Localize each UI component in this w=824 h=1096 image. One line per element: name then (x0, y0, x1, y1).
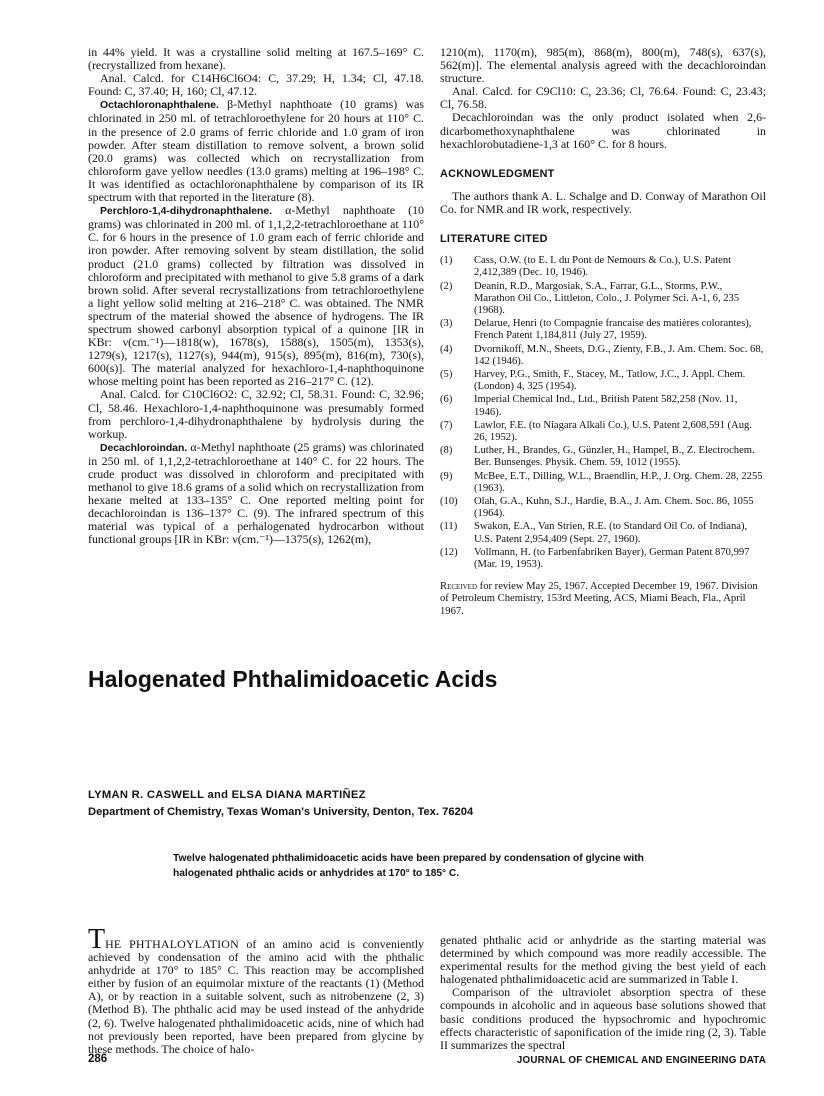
article-paragraph-2: Comparison of the ultraviolet absorption spectra of these compounds in alcoholic and in aqueous base solutions showed that basic conditions produced the hypsochromic and hypochromic effects characteristic of saponification of the imide ring (2, 3). Table II summarizes the spectral (440, 985, 766, 1052)
reference-item (440, 344, 766, 368)
reference-text: Lawlor, F.E. (to Niagara Alkali Co.), U.S. Patent 2,608,591 (Aug. 26, 1952). (474, 419, 752, 443)
acknowledgment-heading: ACKNOWLEDGMENT (440, 167, 555, 180)
reference-number: (9) (440, 470, 453, 482)
reference-number: (3) (440, 318, 453, 330)
reference-number: (11) (440, 521, 458, 533)
right-column (440, 46, 766, 618)
literature-cited-heading: LITERATURE CITED (440, 233, 548, 246)
reference-number: (10) (440, 495, 458, 507)
received-label: Received (440, 581, 478, 593)
reference-text: Cass, O.W. (to E. I. du Pont de Nemours & Co.), U.S. Patent 2,412,389 (Dec. 10, 1946). (474, 255, 732, 279)
reference-number: (12) (440, 546, 458, 558)
reference-item (440, 547, 766, 571)
left-paragraph-1: in 44% yield. It was a crystalline solid melting at 167.5–169° C. (recrystallized from hexane). (88, 45, 424, 73)
reference-number: (6) (440, 394, 453, 406)
reference-item (440, 318, 766, 342)
acknowledgment-text: The authors thank A. L. Schalge and D. Conway of Marathon Oil Co. for NMR and IR work, respectively. (440, 188, 766, 216)
article-opening-paragraph (88, 924, 424, 1056)
reference-number: (4) (440, 343, 453, 355)
article-title: Halogenated Phthalimidoacetic Acids (88, 666, 498, 692)
reference-text: Vollmann, H. (to Farbenfabriken Bayer), German Patent 870,997 (Mar. 19, 1953). (474, 546, 750, 570)
reference-number: (8) (440, 445, 453, 457)
reference-text: McBee, E.T., Dilling, W.L., Braendlin, H.P., J. Org. Chem. 28, 2255 (1963). (474, 470, 763, 494)
article-body-left (88, 924, 424, 1056)
runin-heading-octachloronaphthalene: Octachloronaphthalene. (100, 100, 219, 112)
paragraph-text: β-Methyl naphthoate (10 grams) was chlorinated in 250 ml. of tetrachloroethylene for 20 hours at 110° C. in the presence of 2.0 grams of ferric chloride and 1.0 gram of iron powder. After steam distillation to remove solvent, a brown solid (20.0 grams) was collected which on recrystallization from chloroform gave yellow needles (13.0 grams) melting at 196–198° C. It was identified as octachloronaphthalene by comparison of its IR spectrum with that reported in the literature (8). (88, 97, 424, 205)
reference-item (440, 521, 766, 545)
left-paragraph-3 (88, 98, 424, 204)
reference-item (440, 471, 766, 495)
runin-heading-decachloroindan: Decachloroindan. (100, 442, 188, 454)
reference-item (440, 496, 766, 520)
reference-item (440, 255, 766, 279)
drop-cap: T (88, 924, 106, 955)
reference-text: Olah, G.A., Kuhn, S.J., Hardie, B.A., J. Am. Chem. Soc. 86, 1055 (1964). (474, 495, 754, 520)
left-paragraph-4 (88, 204, 424, 388)
left-paragraph-6 (88, 441, 424, 547)
reference-text: Harvey, P.G., Smith, F., Stacey, M., Tatlow, J.C., J. Appl. Chem. (London) 4, 325 (1954). (474, 368, 746, 393)
reference-text: Delarue, Henri (to Compagnie francaise des matières colorantes), French Patent 1,184,811 (July 27, 1959). (474, 318, 752, 342)
paragraph-text: α-Methyl naphthoate (25 grams) was chlorinated in 250 ml. of 1,1,2,2-tetrachloroethane at 140° C. for 22 hours. The crude product was dissolved in chloroform and precipitated with methanol to give 18.6 grams of a solid which on recrystallization from hexane melted at 133–135° C. One reported melting point for decachloroindan is 136–137° C. (9). The infrared spectrum of this material was typical of a perhalogenated hydrocarbon without functional groups [IR in KBr: ν(cm.⁻¹)—1375(s), 1262(m), (88, 439, 424, 547)
article-paragraph-continued: genated phthalic acid or anhydride as the starting material was determined by which compound was more readily accessible. The experimental results for the method giving the best yield of each halogenated phthalimidoacetic acid are summarized in Table I. (440, 933, 766, 987)
reference-item (440, 445, 766, 469)
received-text: for review May 25, 1967. Accepted December 19, 1967. Division of Petroleum Chemistry, 153rd Meeting, ACS, Miami Beach, Fla., April 1967. (440, 581, 758, 617)
article-body-right (440, 934, 766, 1052)
page-number: 286 (88, 1053, 108, 1065)
reference-text: Deanin, R.D., Margosiak, S.A., Farrar, G.L., Storms, P.W., Marathon Oil Co., Littleton, Colo., J. Polymer Sci. A-1, 6, 235 (1968). (474, 280, 740, 316)
reference-number: (5) (440, 368, 453, 380)
reference-number: (1) (440, 255, 453, 267)
left-paragraph-2: Anal. Calcd. for C14H6Cl6O4: C, 37.29; H, 1.34; Cl, 47.18. Found: C, 37.40; H, 160; Cl, 47.12. (88, 71, 424, 99)
reference-item (440, 369, 766, 393)
article-authors: LYMAN R. CASWELL and ELSA DIANA MARTIÑEZ (88, 789, 366, 801)
reference-list (440, 255, 766, 571)
reference-item (440, 281, 766, 318)
reference-text: Luther, H., Brandes, G., Günzler, H., Hampel, B., Z. Electrochem. Ber. Bunsenges. Physik. Chem. 59, 1012 (1955). (474, 445, 755, 469)
article-abstract: Twelve halogenated phthalimidoacetic acids have been prepared by condensation of glycine with halogenated phthalic acids or anhydrides at 170° to 185° C. (173, 853, 644, 879)
runin-heading-perchloro-dihydronaphthalene: Perchloro-1,4-dihydronaphthalene. (100, 206, 273, 218)
article-affiliation: Department of Chemistry, Texas Woman's University, Denton, Tex. 76204 (88, 806, 474, 818)
right-paragraph-1: 1210(m), 1170(m), 985(m), 868(m), 800(m), 748(s), 637(s), 562(m)]. The elemental analysis agreed with the decachloroindan structure. (440, 45, 766, 86)
reference-item (440, 394, 766, 418)
lead-caps: HE PHTHALOYLATION (105, 937, 239, 951)
received-note (440, 581, 766, 618)
right-paragraph-2: Anal. Calcd. for C9Cl10: C, 23.36; Cl, 76.64. Found: C, 23.43; Cl, 76.58. (440, 84, 766, 112)
reference-number: (7) (440, 419, 453, 431)
paragraph-text: α-Methyl naphthoate (10 grams) was chlorinated in 200 ml. of 1,1,2,2-tetrachloroethane at 110° C. for 6 hours in the presence of 1.0 gram each of ferric chloride and iron powder. After removing solvent by steam distillation, the solid product (21.0 grams) collected by filtration was dissolved in chloroform and precipitated with methanol to give 5.8 grams of a dark brown solid. After several recrystallizations from tetrachloroethylene a light yellow solid melting at 216–218° C. was obtained. The NMR spectrum of the material showed the absence of hydrogens. The IR spectrum showed carbonyl absorption typical of a quinone [IR in KBr: ν(cm.⁻¹)—1818(w), 1678(s), 1588(s), 1505(m), 1353(s), 1279(s), 1217(s), 1127(s), 944(m), 915(s), 895(m), 816(m), 730(s), 600(s)]. The material analyzed for hexachloro-1,4-naphthoquinone whose melting point has been reported as 216–217° C. (12). (88, 203, 424, 389)
reference-text: Imperial Chemical Ind., Ltd., British Patent 582,258 (Nov. 11, 1946). (474, 394, 738, 418)
reference-number: (2) (440, 280, 453, 292)
left-paragraph-5: Anal. Calcd. for C10Cl6O2: C, 32.92; Cl, 58.31. Found: C, 32.96; Cl, 58.46. Hexachloro-1,4-naphthoquinone was presumably formed from perchloro-1,4-dihydronaphthalene by hydrolysis during the workup. (88, 387, 424, 441)
right-paragraph-3: Decachloroindan was the only product isolated when 2,6-dicarbomethoxynaphthalene was chlorinated in hexachlorobutadiene-1,3 at 160° C. for 8 hours. (440, 110, 766, 151)
reference-text: Swakon, E.A., Van Strien, R.E. (to Standard Oil Co. of Indiana), U.S. Patent 2,954,409 (Sept. 27, 1960). (474, 521, 748, 545)
reference-item (440, 420, 766, 444)
journal-name: JOURNAL OF CHEMICAL AND ENGINEERING DATA (516, 1055, 766, 1066)
reference-text: Dvornikoff, M.N., Sheets, D.G., Zienty, F.B., J. Am. Chem. Soc. 68, 142 (1946). (474, 343, 764, 367)
left-column (88, 46, 424, 547)
paragraph-text: of an amino acid is conveniently achieved by condensation of the amino acid with the phthalic anhydride at 170° to 185° C. This reaction may be accomplished either by fusion of an equimolar mixture of the reactants (1) (Method A), or by reaction in a suitable solvent, such as nitrobenzene (2, 3) (Method B). The phthalic acid may be used instead of the anhydride (2, 6). Twelve halogenated phthalimidoacetic acids, nine of which had not previously been reported, have been prepared from glycine by these methods. The choice of halo- (88, 937, 424, 1056)
